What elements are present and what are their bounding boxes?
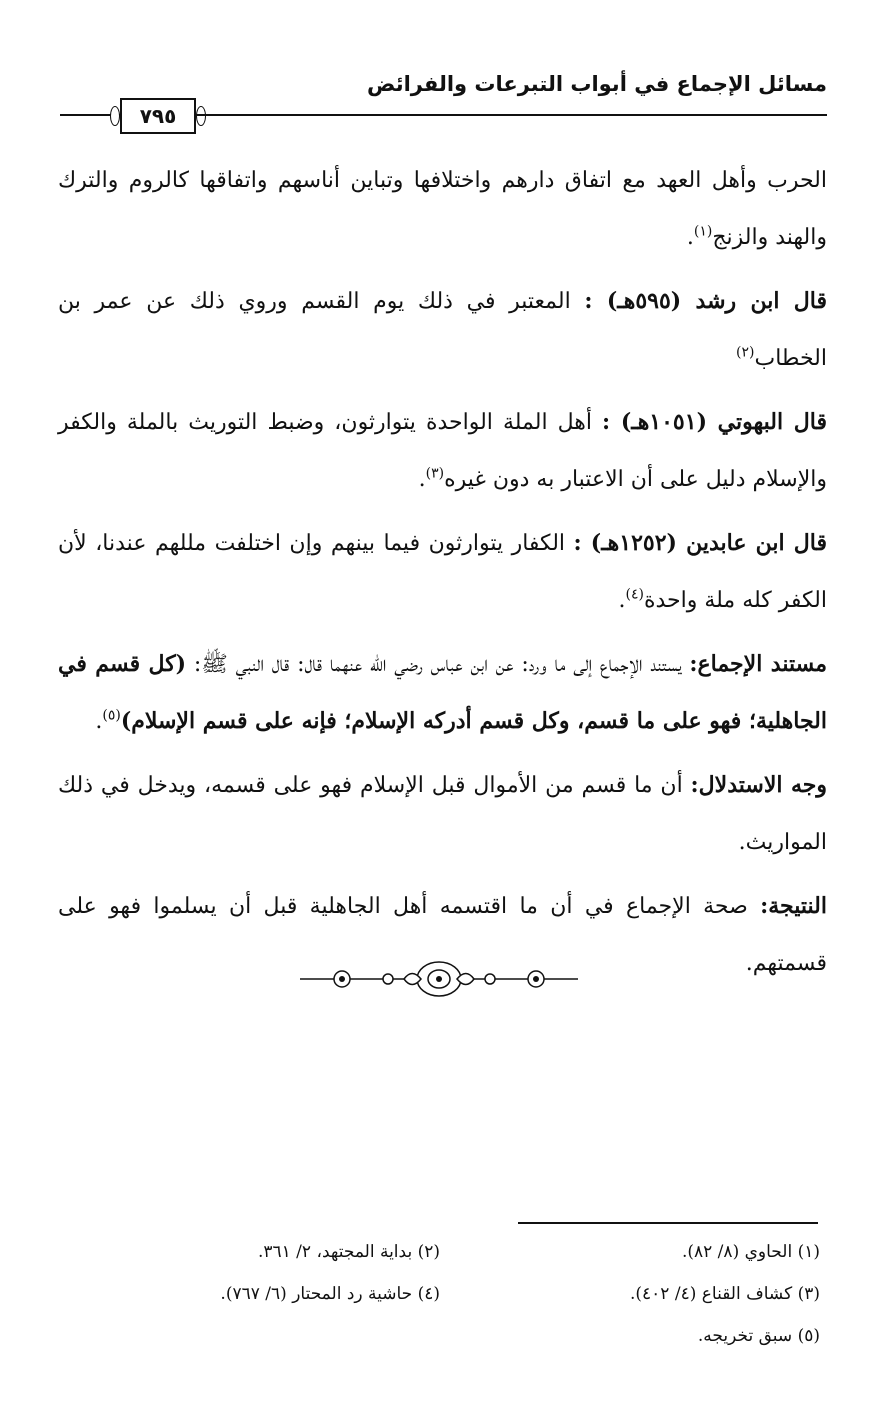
- paragraph-buhuti: [58, 394, 827, 508]
- footnote-ref: (١): [693, 223, 713, 240]
- footnote-ref: (٢): [736, 344, 755, 361]
- footnote-separator: [518, 1222, 818, 1224]
- running-title: مسائل الإجماع في أبواب التبرعات والفرائض: [367, 72, 827, 96]
- section-end-ornament-icon: [300, 958, 578, 1000]
- paragraph-evidence: [58, 636, 827, 750]
- footnote-5: (٥) سبق تخريجه.: [697, 1326, 820, 1346]
- footnote-1: (١) الحاوي (٨/ ٨٢).: [681, 1242, 820, 1262]
- paragraph-body: أهل الملة الواحدة يتوارثون، وضبط التوريث بالملة والكفر والإسلام دليل على أن الاعتبار به دون غيره: [58, 410, 827, 492]
- paragraph-lead: وجه الاستدلال:: [690, 772, 828, 798]
- paragraph-lead: مستند الإجماع:: [689, 651, 828, 677]
- footnote-2: (٢) بداية المجتهد، ٢/ ٣٦١.: [257, 1242, 440, 1262]
- paragraph-body: الكفار يتوارثون فيما بينهم وإن اختلفت مللهم عندنا، لأن الكفر كله ملة واحدة: [58, 531, 827, 613]
- paragraph-lead: قال ابن عابدين (١٢٥٢هـ) :: [573, 530, 827, 556]
- paragraph-end: .: [418, 467, 426, 492]
- footnote-3: (٣) كشاف القناع (٤/ ٤٠٢).: [629, 1284, 820, 1304]
- header-rule: [60, 98, 827, 132]
- paragraph-end: .: [95, 709, 103, 734]
- paragraph-body: الحرب وأهل العهد مع اتفاق دارهم واختلافها وتباين أناسهم واتفاقها كالروم والترك والهند والزنج: [58, 168, 827, 250]
- header-rule-right: [195, 114, 827, 116]
- footnote-4: (٤) حاشية رد المحتار (٦/ ٧٦٧).: [220, 1284, 440, 1304]
- paragraph-end: .: [618, 588, 626, 613]
- paragraph-body: أن ما قسم من الأموال قبل الإسلام فهو على قسمه، ويدخل في ذلك المواريث.: [58, 773, 827, 855]
- paragraph-ibn-rushd: [58, 273, 827, 387]
- footnotes: [60, 1232, 820, 1356]
- paragraph-reasoning: [58, 757, 827, 871]
- paragraph-body: صحة الإجماع في أن ما اقتسمه أهل الجاهلية قبل أن يسلموا فهو على قسمتهم.: [58, 894, 827, 976]
- paragraph-lead: النتيجة:: [760, 893, 827, 919]
- paragraph-body: المعتبر في ذلك يوم القسم وروي ذلك عن عمر بن الخطاب: [58, 289, 827, 371]
- main-text: [58, 152, 827, 999]
- footnote-ref: (٥): [102, 707, 121, 724]
- paragraph-continuation: [58, 152, 827, 266]
- page-number: ٧٩٥: [120, 98, 196, 134]
- paragraph-lead: قال البهوتي (١٠٥١هـ) :: [602, 409, 827, 435]
- paragraph-body: يستند الإجماع إلى ما ورد: عن ابن عباس رضي الله عنهما قال: قال النبي ﷺ:: [186, 652, 690, 677]
- footnote-ref: (٣): [425, 465, 445, 482]
- paragraph-lead: قال ابن رشد (٥٩٥هـ) :: [584, 288, 827, 314]
- paragraph-end: .: [686, 225, 694, 250]
- hadith-quote: (كل قسم في الجاهلية؛ فهو على ما قسم، وكل قسم أدركه الإسلام؛ فإنه على قسم الإسلام): [58, 651, 827, 734]
- paragraph-ibn-abidin: [58, 515, 827, 629]
- footnote-ref: (٤): [625, 586, 644, 603]
